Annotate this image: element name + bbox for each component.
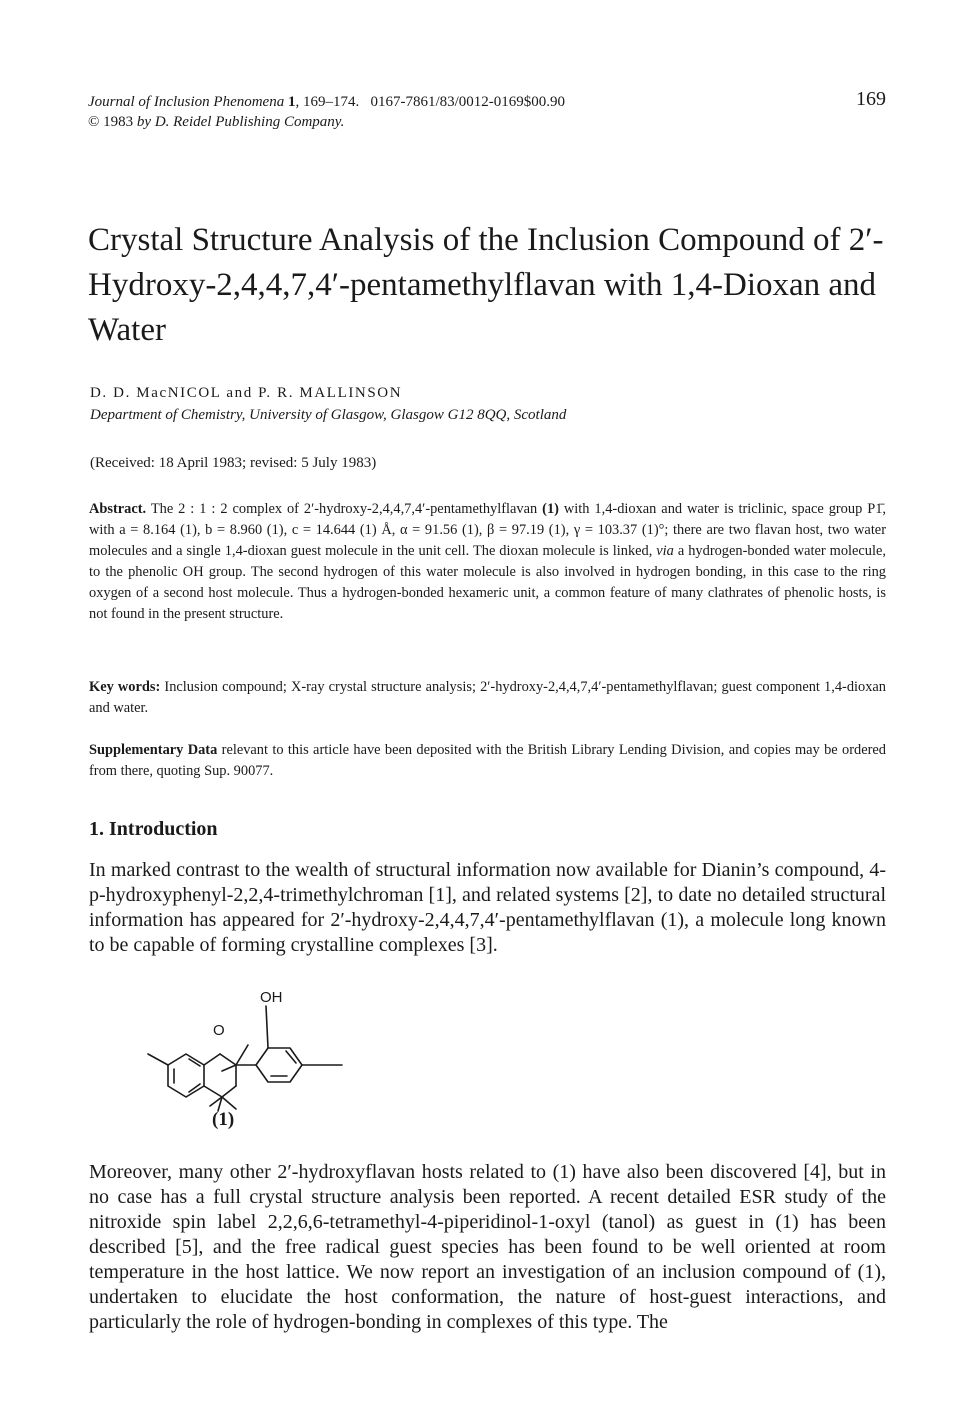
section-heading-introduction: 1. Introduction [89, 818, 218, 840]
intro-paragraph-1: In marked contrast to the wealth of structural information now available for Dianin’s compound, 4-p-hydroxyphenyl-2,2,4-trimethylchroman [1], and related systems [2], to date no detailed structural information has appeared for 2′-hydroxy-2,4,4,7,4′-pentamethylflavan (1), a molecule long known to be capable of forming crystalline complexes [3]. [89, 859, 886, 956]
ring-oxygen-label: O [213, 1022, 225, 1039]
citation-line [88, 92, 888, 112]
abstract-text-3: a hydrogen-bonded water molecule, to the phenolic OH group. The second hydrogen of this water molecule is also involved in hydrogen bonding, in this case to the ring oxygen of a second host molecule. Thus a hydrogen-bonded hexameric unit, a common feature of many clathrates of phenolic hosts, is not found in the present structure. [89, 543, 886, 622]
page-number: 169 [856, 88, 886, 110]
journal-volume: 1 [287, 94, 296, 110]
intro-paragraph-2: Moreover, many other 2′-hydroxyflavan hosts related to (1) have also been discovered [4], but in no case has a full crystal structure analysis been reported. A recent detailed ESR study of the nitroxide spin label 2,2,6,6-tetramethyl-4-piperidinol-1-oxyl (tanol) as guest in (1) has been described [5], and the free radical guest species has been found to be well oriented at room temperature in the host lattice. We now report an investigation of an inclusion compound of (1), undertaken to elucidate the host conformation, the nature of host-guest interactions, and particularly the role of hydrogen-bonding in complexes of this type. The [89, 1161, 886, 1333]
compound-number-label: (1) [212, 1109, 235, 1130]
benzene-ring-b [256, 1048, 302, 1082]
abstract-label: Abstract. [89, 501, 147, 517]
journal-issn: 0167-7861/83/0012-0169$00.90 [370, 94, 566, 110]
copyright-publisher: by D. Reidel Publishing Company. [136, 114, 345, 130]
keywords-label: Key words: [89, 679, 161, 695]
keywords [89, 677, 886, 719]
supplementary-label: Supplementary Data [89, 742, 218, 758]
journal-name: Journal of Inclusion Phenomena [88, 94, 285, 110]
journal-pages: , 169–174. [295, 94, 360, 110]
flavan-structure-drawing [130, 985, 360, 1135]
abstract [89, 499, 886, 625]
supplementary-text: relevant to this article have been deposited with the British Library Lending Division, and copies may be ordered from there, quoting Sup. 90077. [89, 742, 886, 779]
supplementary-data [89, 740, 886, 782]
hydroxyl-label: OH [260, 989, 283, 1006]
abstract-text-1: The 2 : 1 : 2 complex of 2′-hydroxy-2,4,4,7,4′-pentamethylflavan [146, 501, 543, 517]
article-authors: D. D. MacNICOL and P. R. MALLINSON [90, 385, 403, 401]
journal-header [88, 92, 888, 132]
chemical-structure-figure [130, 985, 360, 1135]
copyright-line [88, 112, 888, 132]
author-affiliation: Department of Chemistry, University of Glasgow, Glasgow G12 8QQ, Scotland [90, 407, 567, 423]
abstract-via: via [656, 543, 674, 559]
received-dates: (Received: 18 April 1983; revised: 5 July 1983) [90, 455, 377, 471]
abstract-text-2: with 1,4-dioxan and water is triclinic, space group P1̄, with a = 8.164 (1), b = 8.960 (1), c = 14.644 (1) Å, α = 91.56 (1), β = 97.19 (1), γ = 103.37 (1)°; there are two flavan host, two water molecules and a single 1,4-dioxan guest molecule in the unit cell. The dioxan molecule is linked, [89, 501, 887, 559]
abstract-compound-ref: (1) [542, 501, 559, 517]
article-title: Crystal Structure Analysis of the Inclusion Compound of 2′-Hydroxy-2,4,4,7,4′-pentamethylflavan with 1,4-Dioxan and Water [88, 222, 884, 348]
keywords-text: Inclusion compound; X-ray crystal structure analysis; 2′-hydroxy-2,4,4,7,4′-pentamethylflavan; guest component 1,4-dioxan and water. [89, 679, 886, 716]
copyright-symbol-year: © 1983 [88, 114, 137, 130]
